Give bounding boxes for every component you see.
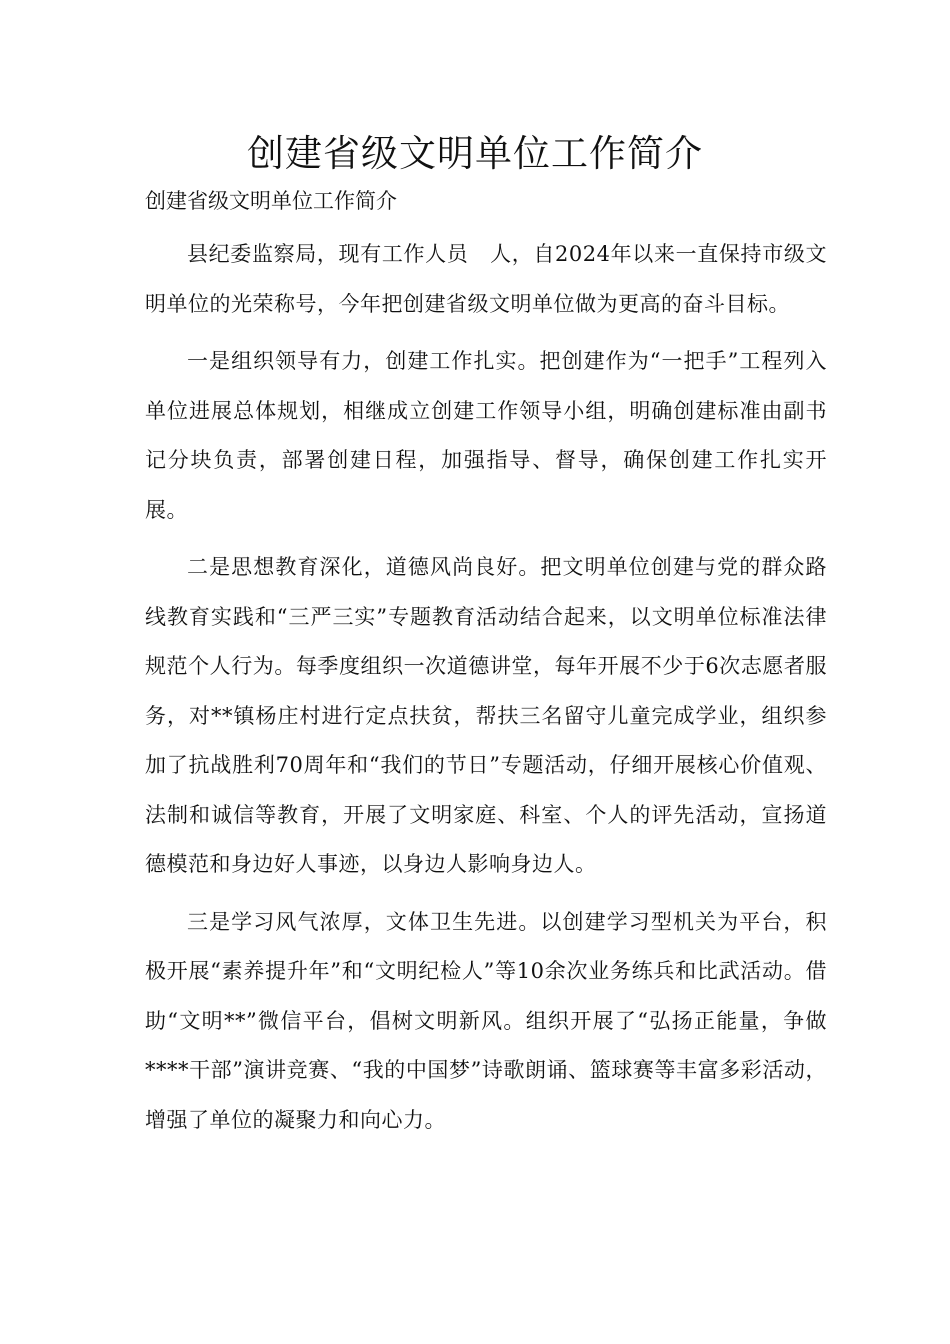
document-subtitle: 创建省级文明单位工作简介 bbox=[145, 189, 397, 213]
paragraph-ideology: 二是思想教育深化，道德风尚良好。把文明单位创建与党的群众路线教育实践和“三严三实”专题教育活动结合起来，以文明单位标准法律规范个人行为。每季度组织一次道德讲堂，每年开展不少于6次志愿者服务，对**镇杨庄村进行定点扶贫，帮扶三名留守儿童完成学业，组织参加了抗战胜利70周年和“我们的节日”专题活动，仔细开展核心价值观、法制和诚信等教育，开展了文明家庭、科室、个人的评先活动，宣扬道德模范和身边好人事迹，以身边人影响身边人。 bbox=[145, 555, 827, 876]
document-body bbox=[145, 230, 827, 1153]
paragraph-leadership: 一是组织领导有力，创建工作扎实。把创建作为“一把手”工程列入单位进展总体规划，相继成立创建工作领导小组，明确创建标准由副书记分块负责，部署创建日程，加强指导、督导，确保创建工作扎实开展。 bbox=[145, 349, 827, 522]
paragraph-intro: 县纪委监察局，现有工作人员 人，自2024年以来一直保持市级文明单位的光荣称号，今年把创建省级文明单位做为更高的奋斗目标。 bbox=[145, 242, 827, 316]
document-title: 创建省级文明单位工作简介 bbox=[247, 132, 703, 175]
paragraph-learning: 三是学习风气浓厚，文体卫生先进。以创建学习型机关为平台，积极开展“素养提升年”和“文明纪检人”等10余次业务练兵和比武活动。借助“文明**”微信平台，倡树文明新风。组织开展了“弘扬正能量，争做****干部”演讲竞赛、“我的中国梦”诗歌朗诵、篮球赛等丰富多彩活动，增强了单位的凝聚力和向心力。 bbox=[145, 909, 827, 1132]
